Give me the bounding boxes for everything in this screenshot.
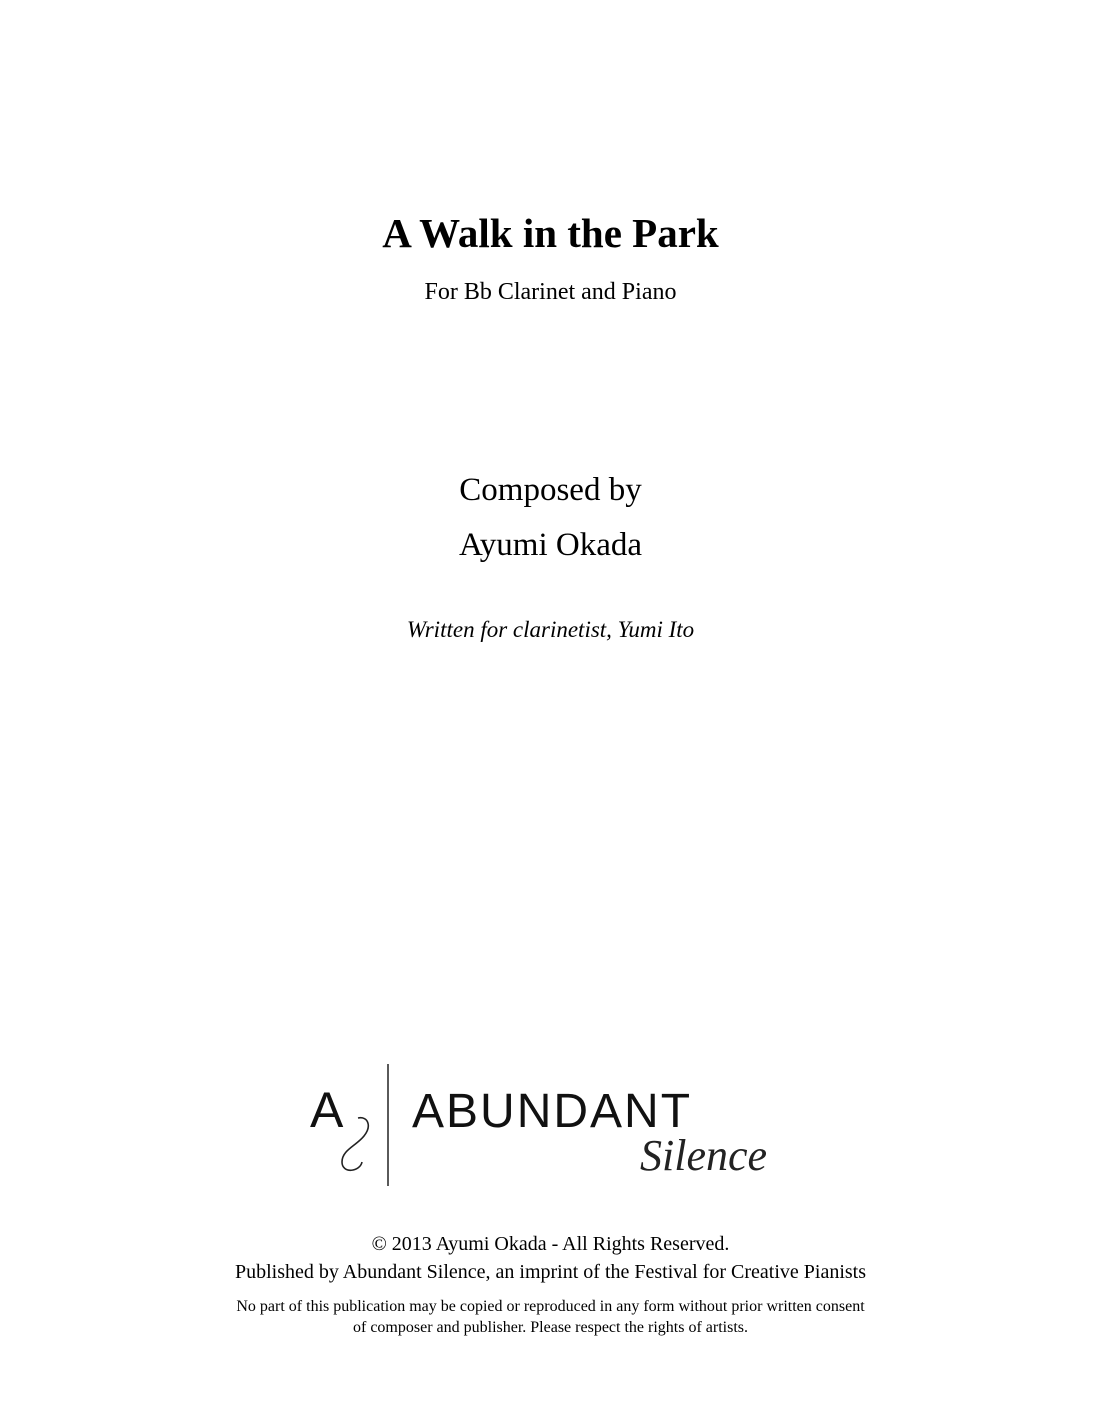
publisher-logo [300,1058,810,1193]
logo-name: ABUNDANT [412,1085,693,1138]
logo-script-word: Silence [640,1131,768,1180]
logo-monogram-letter: A [310,1082,344,1138]
rights-notice-line-2: of composer and publisher. Please respect the rights of artists. [352,1319,748,1336]
page-title: A Walk in the Park [382,210,719,256]
composer-name: Ayumi Okada [458,527,642,563]
rights-notice-line-1: No part of this publication may be copied or reproduced in any form without prior written consent [236,1298,865,1315]
dedication: Written for clarinetist, Yumi Ito [406,617,695,642]
publisher-line: Published by Abundant Silence, an imprint of the Festival for Creative Pianists [234,1261,867,1283]
copyright-line: © 2013 Ayumi Okada - All Rights Reserved. [371,1233,730,1255]
logo-monogram-s-flourish [342,1118,368,1171]
composed-by-label: Composed by [459,472,642,508]
rights-notice [0,1296,1101,1338]
page-subtitle: For Bb Clarinet and Piano [424,279,677,305]
